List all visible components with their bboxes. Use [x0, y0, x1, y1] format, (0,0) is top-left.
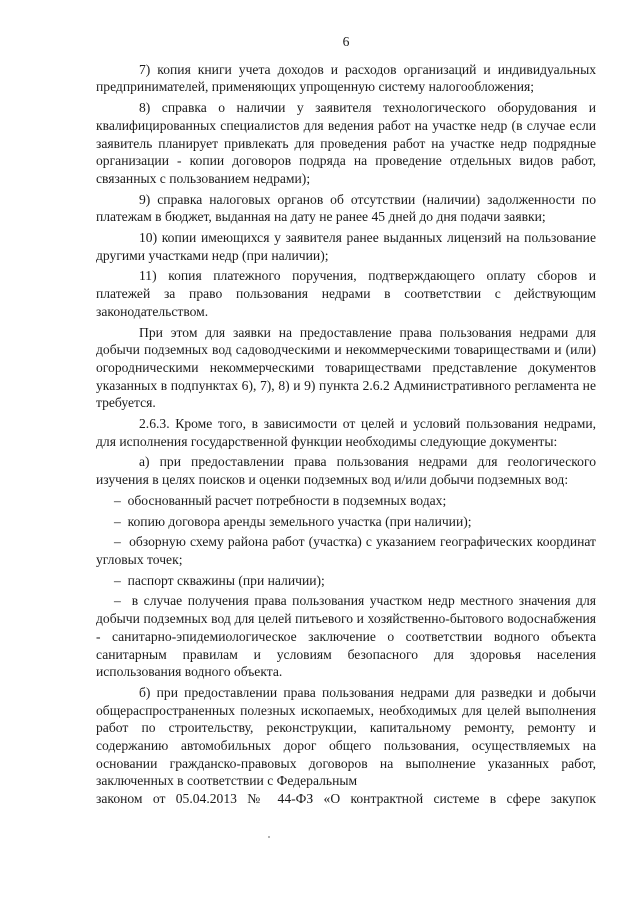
- subsection-a-intro: а) при предоставлении права пользования недрами для геологического изучения в целях поисков и оценки подземных вод и/или добычи подземных вод:: [96, 454, 596, 488]
- list-item-11: 11) копия платежного поручения, подтверждающего оплату сборов и платежей за право пользования недрами в соответствии с действующим законодательством.: [96, 268, 596, 319]
- exemption-note: При этом для заявки на предоставление права пользования недрами для добычи подземных вод садоводческими и некоммерческими товариществами и (или) огородническими некоммерческими товариществами представление документов указанных в подпунктах 6), 7), 8) и 9) пункта 2.6.2 Административного регламента не требуется.: [96, 324, 596, 411]
- list-item-10: 10) копии имеющихся у заявителя ранее выданных лицензий на пользование другими участками недр (при наличии);: [96, 230, 596, 263]
- dash-item-well-passport: – паспорт скважины (при наличии);: [96, 572, 596, 590]
- subsection-b-body: б) при предоставлении права пользования недрами для разведки и добычи общераспространенных полезных ископаемых, необходимых для целей выполнения работ по строительству, реконструкции, капитальному ремонту, ремонту и содержанию автомобильных дорог общего пользования, осуществляемых на основании гражданско-правовых договоров на выполнение указанных работ, заключенных в соответствии с Федеральным: [96, 684, 596, 789]
- document-page: [96, 33, 596, 808]
- dash-item-water-demand: – обоснованный расчет потребности в подземных водах;: [96, 492, 596, 510]
- page-number: 6: [342, 34, 350, 49]
- list-item-9: 9) справка налоговых органов об отсутствии (наличии) задолженности по платежам в бюджет, выданная на дату не ранее 45 дней до дня подачи заявки;: [96, 191, 596, 225]
- subsection-b-last-line: законом от 05.04.2013 № 44-ФЗ «О контрактной системе в сфере закупок: [96, 791, 596, 807]
- section-2-6-3: 2.6.3. Кроме того, в зависимости от целей и условий пользования недрами, для исполнения государственной функции необходимы следующие документы:: [96, 416, 596, 449]
- subsection-b-text: [96, 684, 596, 790]
- dash-item-sanitary-conclusion: – в случае получения права пользования участком недр местного значения для добычи подземных вод для целей питьевого и хозяйственно-бытового водоснабжения - санитарно-эпидемиологическое заключение о соответствии водного объекта санитарным правилам и условиям безопасного для здоровья населения использования водного объекта.: [96, 592, 596, 681]
- list-item-8: 8) справка о наличии у заявителя технологического оборудования и квалифицированных специалистов для ведения работ на участке недр (в случае если заявитель планирует привлекать для проведения работ на участке недр подрядные организации - копии договоров подряда на проведение отдельных видов работ, связанных с пользованием недрами);: [96, 100, 596, 186]
- scan-artifact: [268, 836, 270, 838]
- dash-item-overview-map: – обзорную схему района работ (участка) с указанием географических координат угловых точек;: [96, 533, 596, 568]
- dash-item-land-lease: – копию договора аренды земельного участка (при наличии);: [96, 513, 596, 531]
- list-item-7: 7) копия книги учета доходов и расходов организаций и индивидуальных предпринимателей, применяющих упрощенную систему налогообложения;: [96, 61, 596, 95]
